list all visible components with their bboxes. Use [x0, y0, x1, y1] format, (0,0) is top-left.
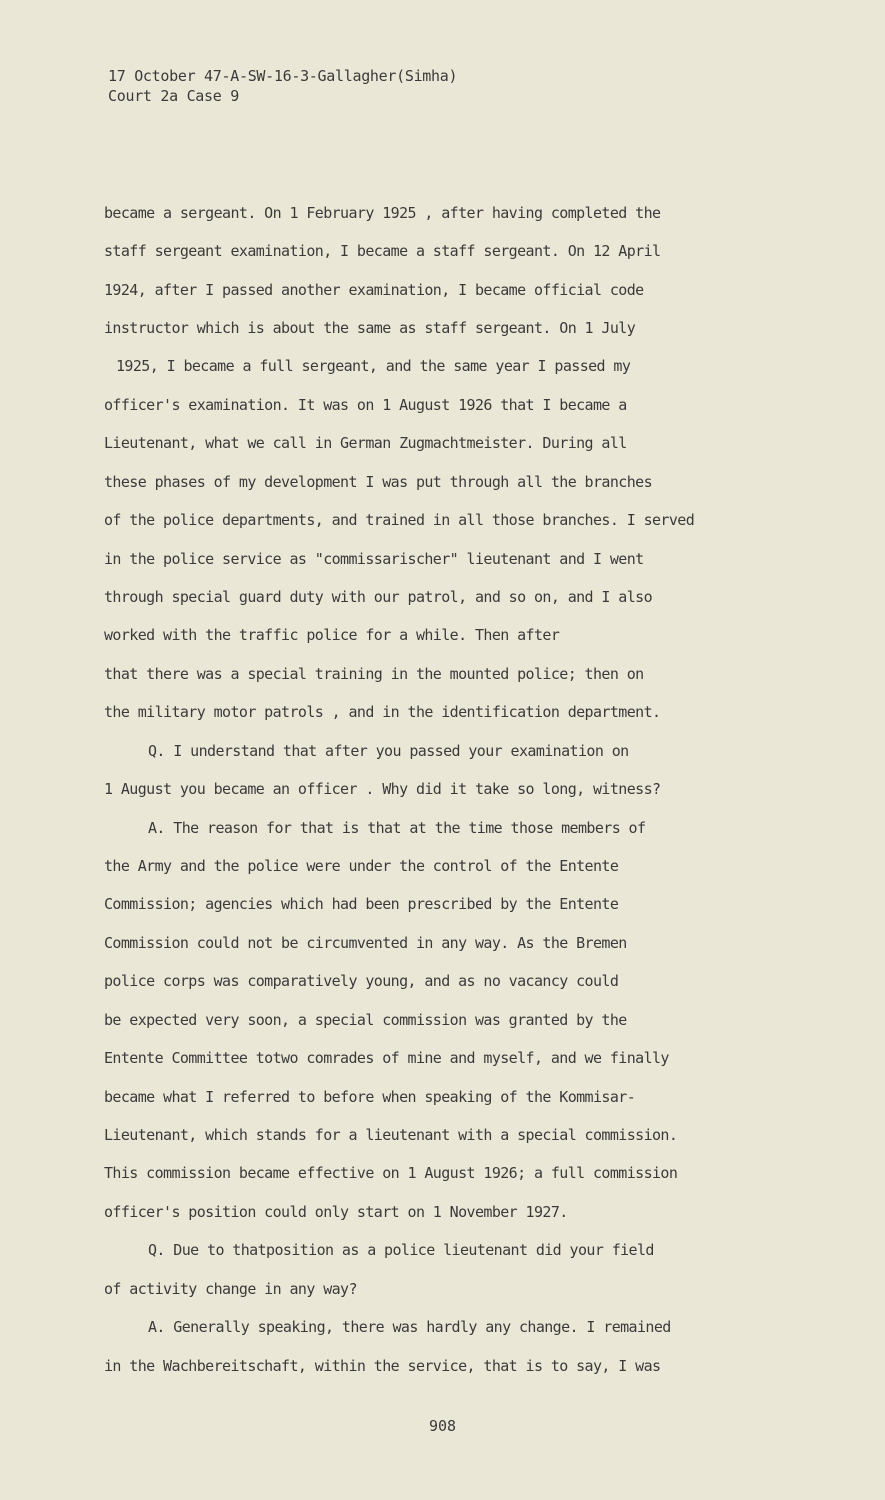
- text-line: Lieutenant, what we call in German Zugmachtmeister. During all: [104, 434, 627, 452]
- text-line: staff sergeant examination, I became a staff sergeant. On 12 April: [104, 242, 661, 260]
- header-line-1: 17 October 47-A-SW-16-3-Gallagher(Simha): [108, 67, 458, 85]
- text-line: Commission; agencies which had been prescribed by the Entente: [104, 895, 619, 913]
- text-line: the Army and the police were under the control of the Entente: [104, 857, 619, 875]
- text-line: 1924, after I passed another examination, I became official code: [104, 281, 644, 299]
- text-line: instructor which is about the same as staff sergeant. On 1 July: [104, 319, 636, 337]
- text-line: Lieutenant, which stands for a lieutenant with a special commission.: [104, 1126, 678, 1144]
- document-header: [108, 66, 457, 106]
- text-line: 1 August you became an officer . Why did it take so long, witness?: [104, 780, 661, 798]
- text-line: police corps was comparatively young, and as no vacancy could: [104, 972, 619, 990]
- page-number: 908: [428, 1417, 457, 1435]
- text-line: be expected very soon, a special commission was granted by the: [104, 1011, 627, 1029]
- text-line: Commission could not be circumvented in any way. As the Bremen: [104, 934, 627, 952]
- text-line: This commission became effective on 1 August 1926; a full commission: [104, 1164, 678, 1182]
- text-line: these phases of my development I was put through all the branches: [104, 473, 653, 491]
- text-line: became what I referred to before when speaking of the Kommisar-: [104, 1088, 636, 1106]
- text-line: became a sergeant. On 1 February 1925 , after having completed the: [104, 204, 661, 222]
- text-line: A. Generally speaking, there was hardly any change. I remained: [148, 1318, 671, 1336]
- text-line: of the police departments, and trained in all those branches. I served: [104, 511, 695, 529]
- text-line: worked with the traffic police for a while. Then after: [104, 626, 560, 644]
- text-line: Q. Due to thatposition as a police lieutenant did your field: [148, 1241, 654, 1259]
- text-line: in the police service as "commissarischer" lieutenant and I went: [104, 550, 644, 568]
- text-line: in the Wachbereitschaft, within the service, that is to say, I was: [104, 1357, 661, 1375]
- text-line: officer's position could only start on 1 November 1927.: [104, 1203, 568, 1221]
- text-line: that there was a special training in the mounted police; then on: [104, 665, 644, 683]
- text-line: officer's examination. It was on 1 August 1926 that I became a: [104, 396, 627, 414]
- text-line: Entente Committee totwo comrades of mine and myself, and we finally: [104, 1049, 669, 1067]
- text-line: 1925, I became a full sergeant, and the same year I passed my: [116, 357, 631, 375]
- text-line: through special guard duty with our patrol, and so on, and I also: [104, 588, 653, 606]
- text-line: Q. I understand that after you passed your examination on: [148, 742, 629, 760]
- text-line: A. The reason for that is that at the time those members of: [148, 819, 646, 837]
- text-line: the military motor patrols , and in the identification department.: [104, 703, 661, 721]
- header-line-2: Court 2a Case 9: [108, 87, 239, 105]
- text-line: of activity change in any way?: [104, 1280, 357, 1298]
